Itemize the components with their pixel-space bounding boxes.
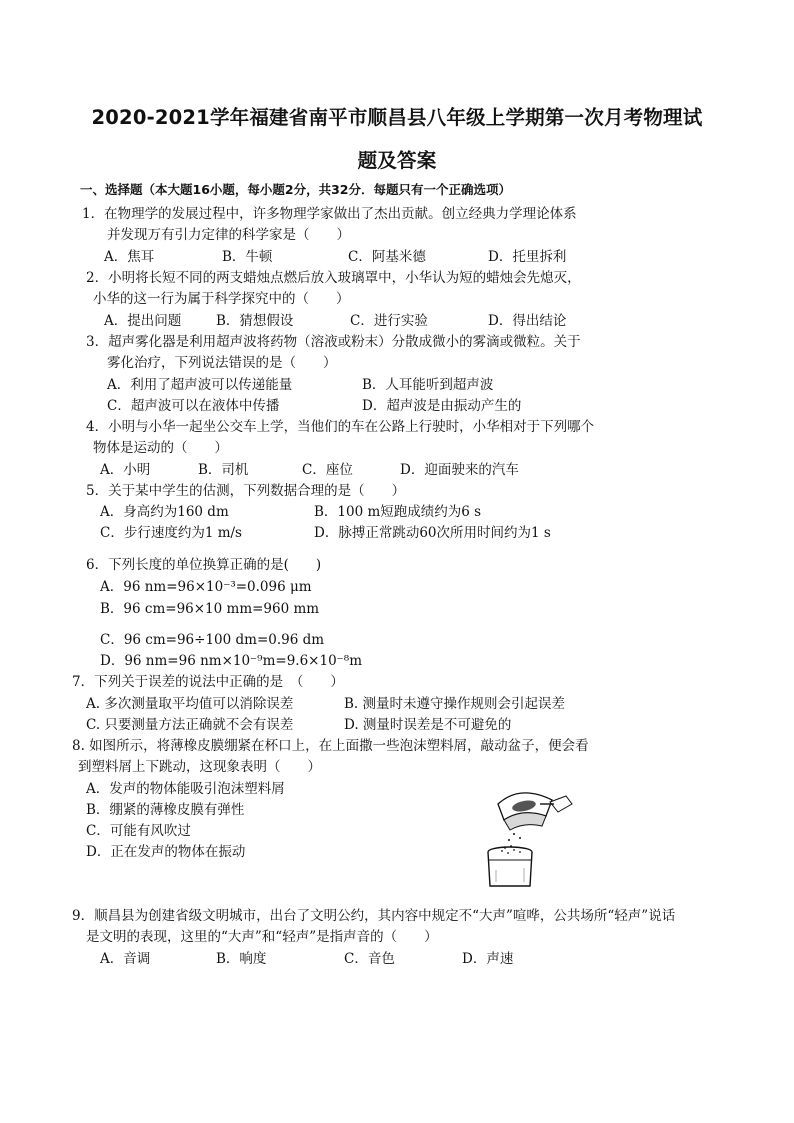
question-8-option-d: D．正在发声的物体在振动: [86, 844, 246, 860]
question-4-option-c: C．座位: [302, 462, 353, 478]
question-3-option-b: B．人耳能听到超声波: [362, 377, 494, 393]
question-1-option-d: D．托里拆利: [488, 249, 567, 265]
question-9-stem-line-1: 9．顺昌县为创建省级文明城市，出台了文明公约，其内容中规定不“大声”喧哗，公共场所“轻声”说话: [72, 908, 676, 924]
question-2-option-b: B．猜想假设: [216, 313, 294, 329]
question-2-option-a: A．提出问题: [104, 313, 182, 329]
question-4-option-b: B．司机: [198, 462, 249, 478]
question-5-option-d: D．脉搏正常跳动60次所用时间约为1 s: [314, 525, 551, 541]
question-3-option-c: C．超声波可以在液体中传播: [107, 398, 280, 414]
question-7-stem-line-1: 7．下列关于误差的说法中正确的是 （ ）: [72, 674, 344, 690]
question-5-option-b: B．100 m短跑成绩约为6 s: [314, 504, 482, 520]
question-8-option-b: B．绷紧的薄橡皮膜有弹性: [86, 802, 245, 818]
question-6-option-d: D．96 nm=96 nm×10⁻⁹m=9.6×10⁻⁸m: [100, 653, 363, 669]
question-3-option-a: A．利用了超声波可以传递能量: [107, 377, 293, 393]
question-7-option-a: A. 多次测量取平均值可以消除误差: [86, 696, 294, 712]
question-6-stem-line-1: 6．下列长度的单位换算正确的是( ): [86, 557, 322, 573]
question-3-stem-line-2: 雾化治疗，下列说法错误的是（ ）: [107, 355, 337, 371]
question-7-option-d: D. 测量时误差是不可避免的: [344, 717, 512, 733]
question-8-stem-line-2: 到塑料屑上下跳动，这现象表明（ ）: [78, 759, 321, 775]
question-2-stem-line-1: 2．小明将长短不同的两支蜡烛点燃后放入玻璃罩中，小华认为短的蜡烛会先熄灭，: [86, 270, 581, 286]
question-9-option-a: A．音调: [100, 951, 151, 967]
drum-membrane-figure: [480, 782, 580, 888]
question-6-option-c: C．96 cm=96÷100 dm=0.96 dm: [100, 632, 325, 648]
exam-title-line-1: 2020-2021学年福建省南平市顺昌县八年级上学期第一次月考物理试: [91, 106, 703, 129]
section-header: 一、选择题（本大题16小题，每小题2分，共32分．每题只有一个正确选项）: [80, 182, 511, 197]
question-4-stem-line-1: 4．小明与小华一起坐公交车上学，当他们的车在公路上行驶时，小华相对于下列哪个: [86, 419, 595, 435]
question-2-option-c: C．进行实验: [350, 313, 428, 329]
question-8-option-c: C．可能有风吹过: [86, 823, 191, 839]
question-5-stem-line-1: 5．关于某中学生的估测，下列数据合理的是（ ）: [86, 483, 406, 499]
question-1-option-c: C．阿基米德: [348, 249, 426, 265]
question-9-option-b: B．响度: [216, 951, 267, 967]
question-6-option-a: A．96 nm=96×10⁻³=0.096 μm: [100, 579, 312, 595]
question-9-option-c: C．音色: [344, 951, 395, 967]
question-2-stem-line-2: 小华的这一行为属于科学探究中的（ ）: [93, 291, 350, 307]
question-4-option-a: A．小明: [100, 462, 151, 478]
question-4-option-d: D．迎面驶来的汽车: [400, 462, 519, 478]
question-7-option-b: B. 测量时未遵守操作规则会引起误差: [344, 696, 566, 712]
question-8-option-a: A．发声的物体能吸引泡沫塑料屑: [86, 781, 285, 797]
question-4-stem-line-2: 物体是运动的（ ）: [93, 440, 228, 456]
question-5-option-c: C．步行速度约为1 m/s: [100, 525, 242, 541]
question-9-option-d: D．声速: [462, 951, 514, 967]
question-5-option-a: A．身高约为160 dm: [100, 504, 229, 520]
question-3-option-d: D．超声波是由振动产生的: [362, 398, 522, 414]
question-1-option-a: A．焦耳: [104, 249, 155, 265]
question-8-stem-line-1: 8. 如图所示，将薄橡皮膜绷紧在杯口上，在上面撒一些泡沫塑料屑，敲动盆子，便会看: [72, 738, 589, 754]
question-3-stem-line-1: 3．超声雾化器是利用超声波将药物（溶液或粉末）分散成微小的雾滴或微粒。关于: [86, 334, 581, 350]
exam-title-line-2: 题及答案: [357, 149, 437, 172]
question-9-stem-line-2: 是文明的表现，这里的“大声”和“轻声”是指声音的（ ）: [86, 929, 438, 945]
question-1-stem-line-1: 1．在物理学的发展过程中，许多物理学家做出了杰出贡献。创立经典力学理论体系: [82, 206, 577, 222]
question-7-option-c: C. 只要测量方法正确就不会有误差: [86, 717, 294, 733]
question-6-option-b: B．96 cm=96×10 mm=960 mm: [100, 601, 320, 617]
question-1-stem-line-2: 并发现万有引力定律的科学家是（ ）: [107, 227, 350, 243]
question-2-option-d: D．得出结论: [488, 313, 567, 329]
question-1-option-b: B．牛顿: [222, 249, 273, 265]
